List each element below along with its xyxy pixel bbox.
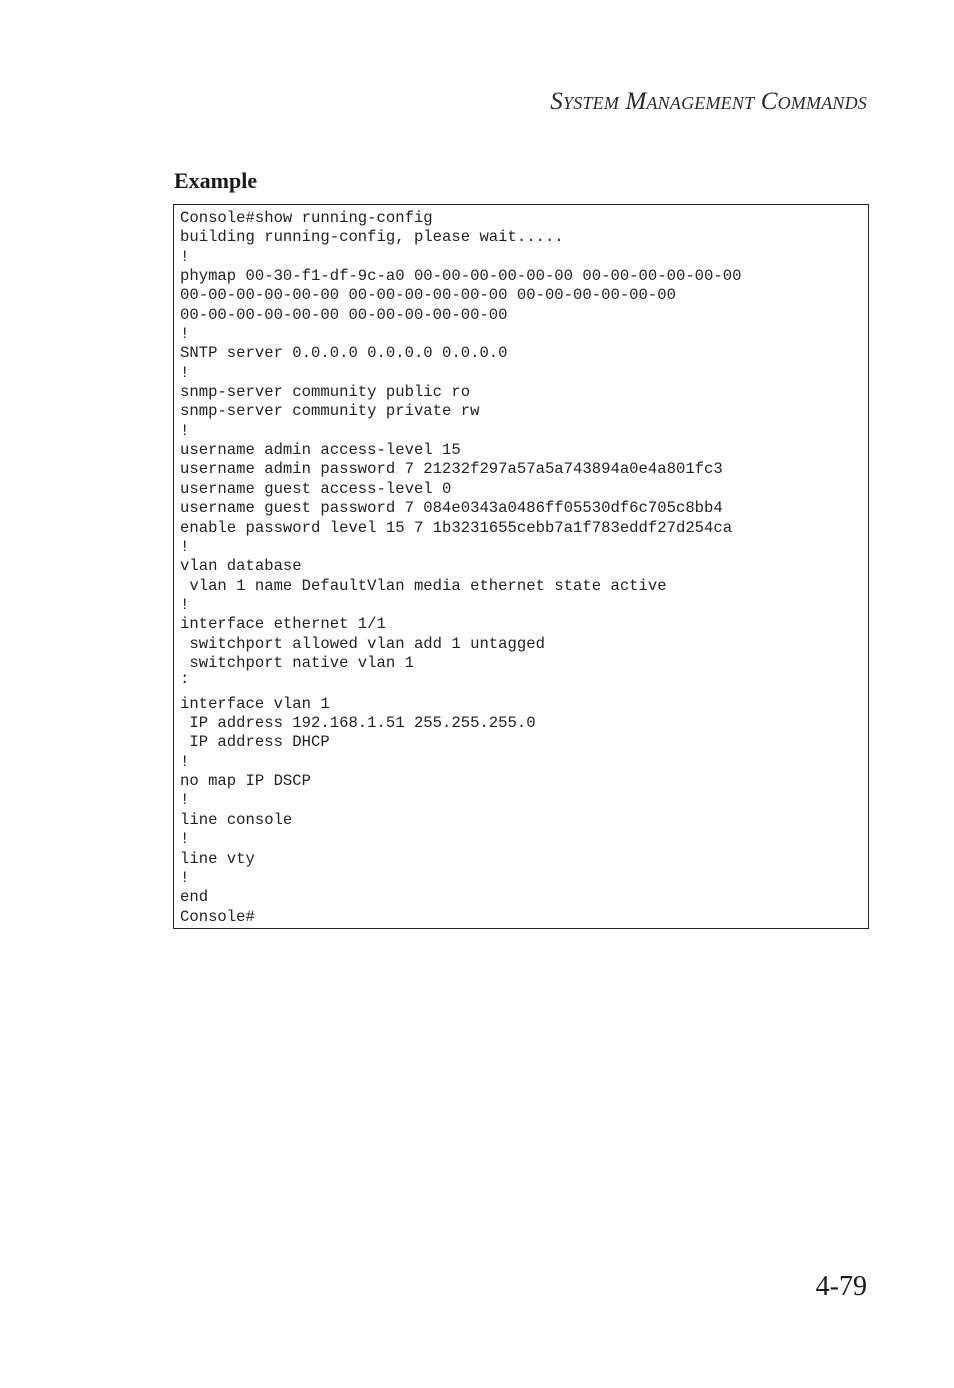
code-line: ! — [180, 537, 190, 556]
code-line: 00-00-00-00-00-00 00-00-00-00-00-00 — [180, 305, 508, 324]
code-line: username guest access-level 0 — [180, 479, 452, 498]
code-line: switchport native vlan 1 — [180, 653, 414, 672]
code-line: interface ethernet 1/1 — [180, 615, 386, 634]
code-line: username admin password 7 21232f297a57a5a743894a0e4a801fc3 — [180, 460, 723, 479]
code-example-box — [173, 204, 869, 929]
code-line: Console#show running-config — [180, 209, 433, 227]
section-heading: Example — [174, 168, 258, 193]
code-line: ! — [180, 830, 190, 849]
code-line: line console — [180, 810, 293, 829]
code-line: vlan database — [180, 557, 302, 576]
code-line: username admin access-level 15 — [180, 441, 461, 460]
code-line: building running-config, please wait..... — [180, 228, 564, 247]
running-header: System Management Commands — [550, 88, 867, 115]
code-line: snmp-server community public ro — [180, 383, 471, 402]
code-line: ! — [180, 791, 190, 810]
code-line: line vty — [180, 849, 255, 868]
code-line: end — [180, 888, 209, 907]
code-line: ! — [180, 752, 190, 771]
code-line: snmp-server community private rw — [180, 402, 480, 421]
code-line: vlan 1 name DefaultVlan media ethernet state active — [180, 576, 667, 595]
code-line: username guest password 7 084e0343a0486ff05530df6c705c8bb4 — [180, 499, 723, 518]
code-line: ! — [180, 421, 190, 440]
code-line: ! — [180, 325, 190, 344]
code-line: IP address DHCP — [180, 733, 330, 752]
page-number: 4-79 — [815, 1271, 867, 1302]
code-line: interface vlan 1 — [180, 694, 330, 713]
code-ellipsis: : — [180, 670, 190, 689]
code-line: Console# — [180, 907, 255, 926]
code-line: ! — [180, 595, 190, 614]
code-line: enable password level 15 7 1b3231655cebb7a1f783eddf27d254ca — [180, 518, 733, 537]
code-line: IP address 192.168.1.51 255.255.255.0 — [180, 714, 536, 733]
code-line: SNTP server 0.0.0.0 0.0.0.0 0.0.0.0 — [180, 344, 508, 363]
code-line: no map IP DSCP — [180, 772, 312, 791]
code-line: switchport allowed vlan add 1 untagged — [180, 634, 545, 653]
code-line: ! — [180, 363, 190, 382]
code-line: ! — [180, 247, 190, 266]
code-line: 00-00-00-00-00-00 00-00-00-00-00-00 00-00-00-00-00-00 — [180, 286, 676, 305]
code-line: ! — [180, 868, 190, 887]
code-line: phymap 00-30-f1-df-9c-a0 00-00-00-00-00-00 00-00-00-00-00-00 — [180, 267, 742, 286]
